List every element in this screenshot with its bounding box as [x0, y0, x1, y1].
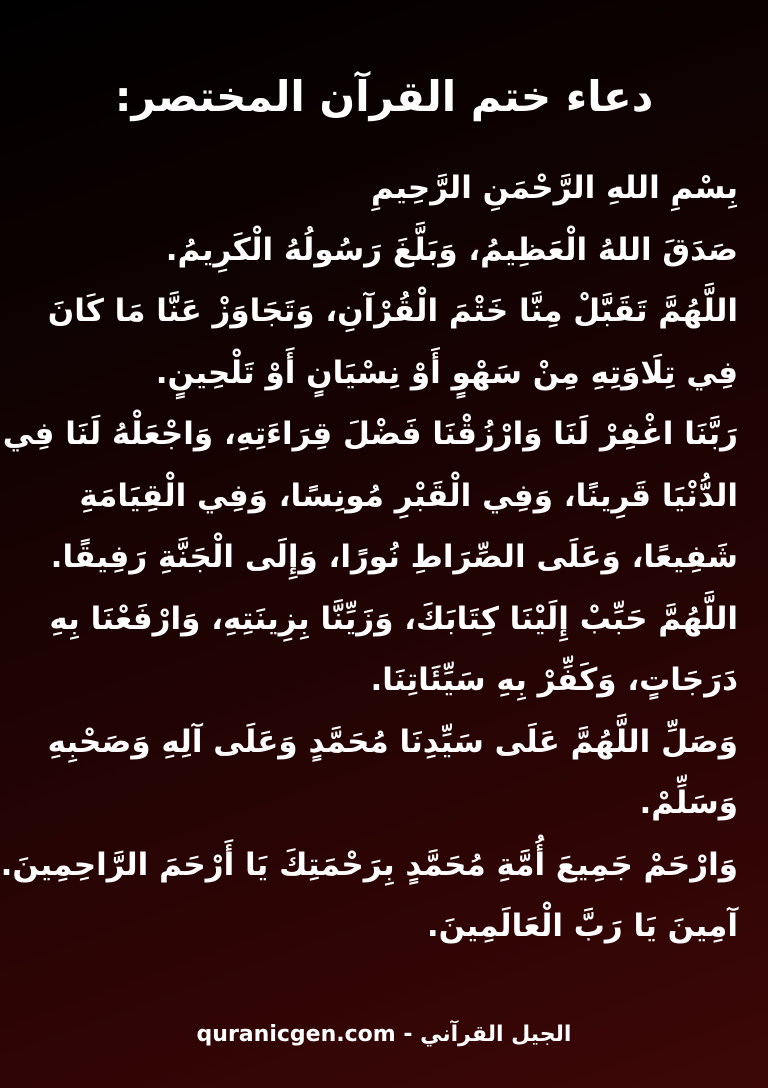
dua-line: بِسْمِ اللهِ الرَّحْمَنِ الرَّحِيمِ — [370, 170, 738, 206]
dua-line: وَسَلِّمْ. — [639, 785, 738, 821]
page-title: دعاء ختم القرآن المختصر: — [114, 72, 654, 121]
dua-line: شَفِيعًا، وَعَلَى الصِّرَاطِ نُورًا، وَإِلَى الْجَنَّةِ رَفِيقًا. — [50, 539, 738, 575]
dua-line: رَبَّنَا اغْفِرْ لَنَا وَارْزُقْنَا فَضْلَ قِرَاءَتِهِ، وَاجْعَلْهُ لَنَا فِي — [2, 416, 738, 452]
footer-credit: quranicgen.com - الجيل القرآني — [196, 1022, 572, 1047]
dua-text — [0, 158, 738, 958]
dua-line: دَرَجَاتٍ، وَكَفِّرْ بِهِ سَيِّئَاتِنَا. — [370, 662, 738, 698]
dua-line: اللَّهُمَّ حَبِّبْ إِلَيْنَا كِتَابَكَ، وَزَيِّنَّا بِزِينَتِهِ، وَارْفَعْنَا بِهِ — [49, 600, 738, 637]
dua-line: الدُّنْيَا قَرِينًا، وَفِي الْقَبْرِ مُونِسًا، وَفِي الْقِيَامَةِ — [79, 477, 738, 514]
dua-line: صَدَقَ اللهُ الْعَظِيمُ، وَبَلَّغَ رَسُولُهُ الْكَرِيمُ. — [165, 231, 738, 268]
dua-line: وَصَلِّ اللَّهُمَّ عَلَى سَيِّدِنَا مُحَمَّدٍ وَعَلَى آلِهِ وَصَحْبِهِ — [47, 723, 738, 760]
dua-line: آمِينَ يَا رَبَّ الْعَالَمِينَ. — [426, 908, 738, 944]
dua-line: اللَّهُمَّ تَقَبَّلْ مِنَّا خَتْمَ الْقُرْآنِ، وَتَجَاوَزْ عَنَّا مَا كَانَ — [47, 293, 738, 329]
dua-line: وَارْحَمْ جَمِيعَ أُمَّةِ مُحَمَّدٍ بِرَحْمَتِكَ يَا أَرْحَمَ الرَّاحِمِينَ. — [0, 846, 738, 883]
dua-line: فِي تِلَاوَتِهِ مِنْ سَهْوٍ أَوْ نِسْيَانٍ أَوْ تَلْحِينٍ. — [155, 354, 738, 391]
